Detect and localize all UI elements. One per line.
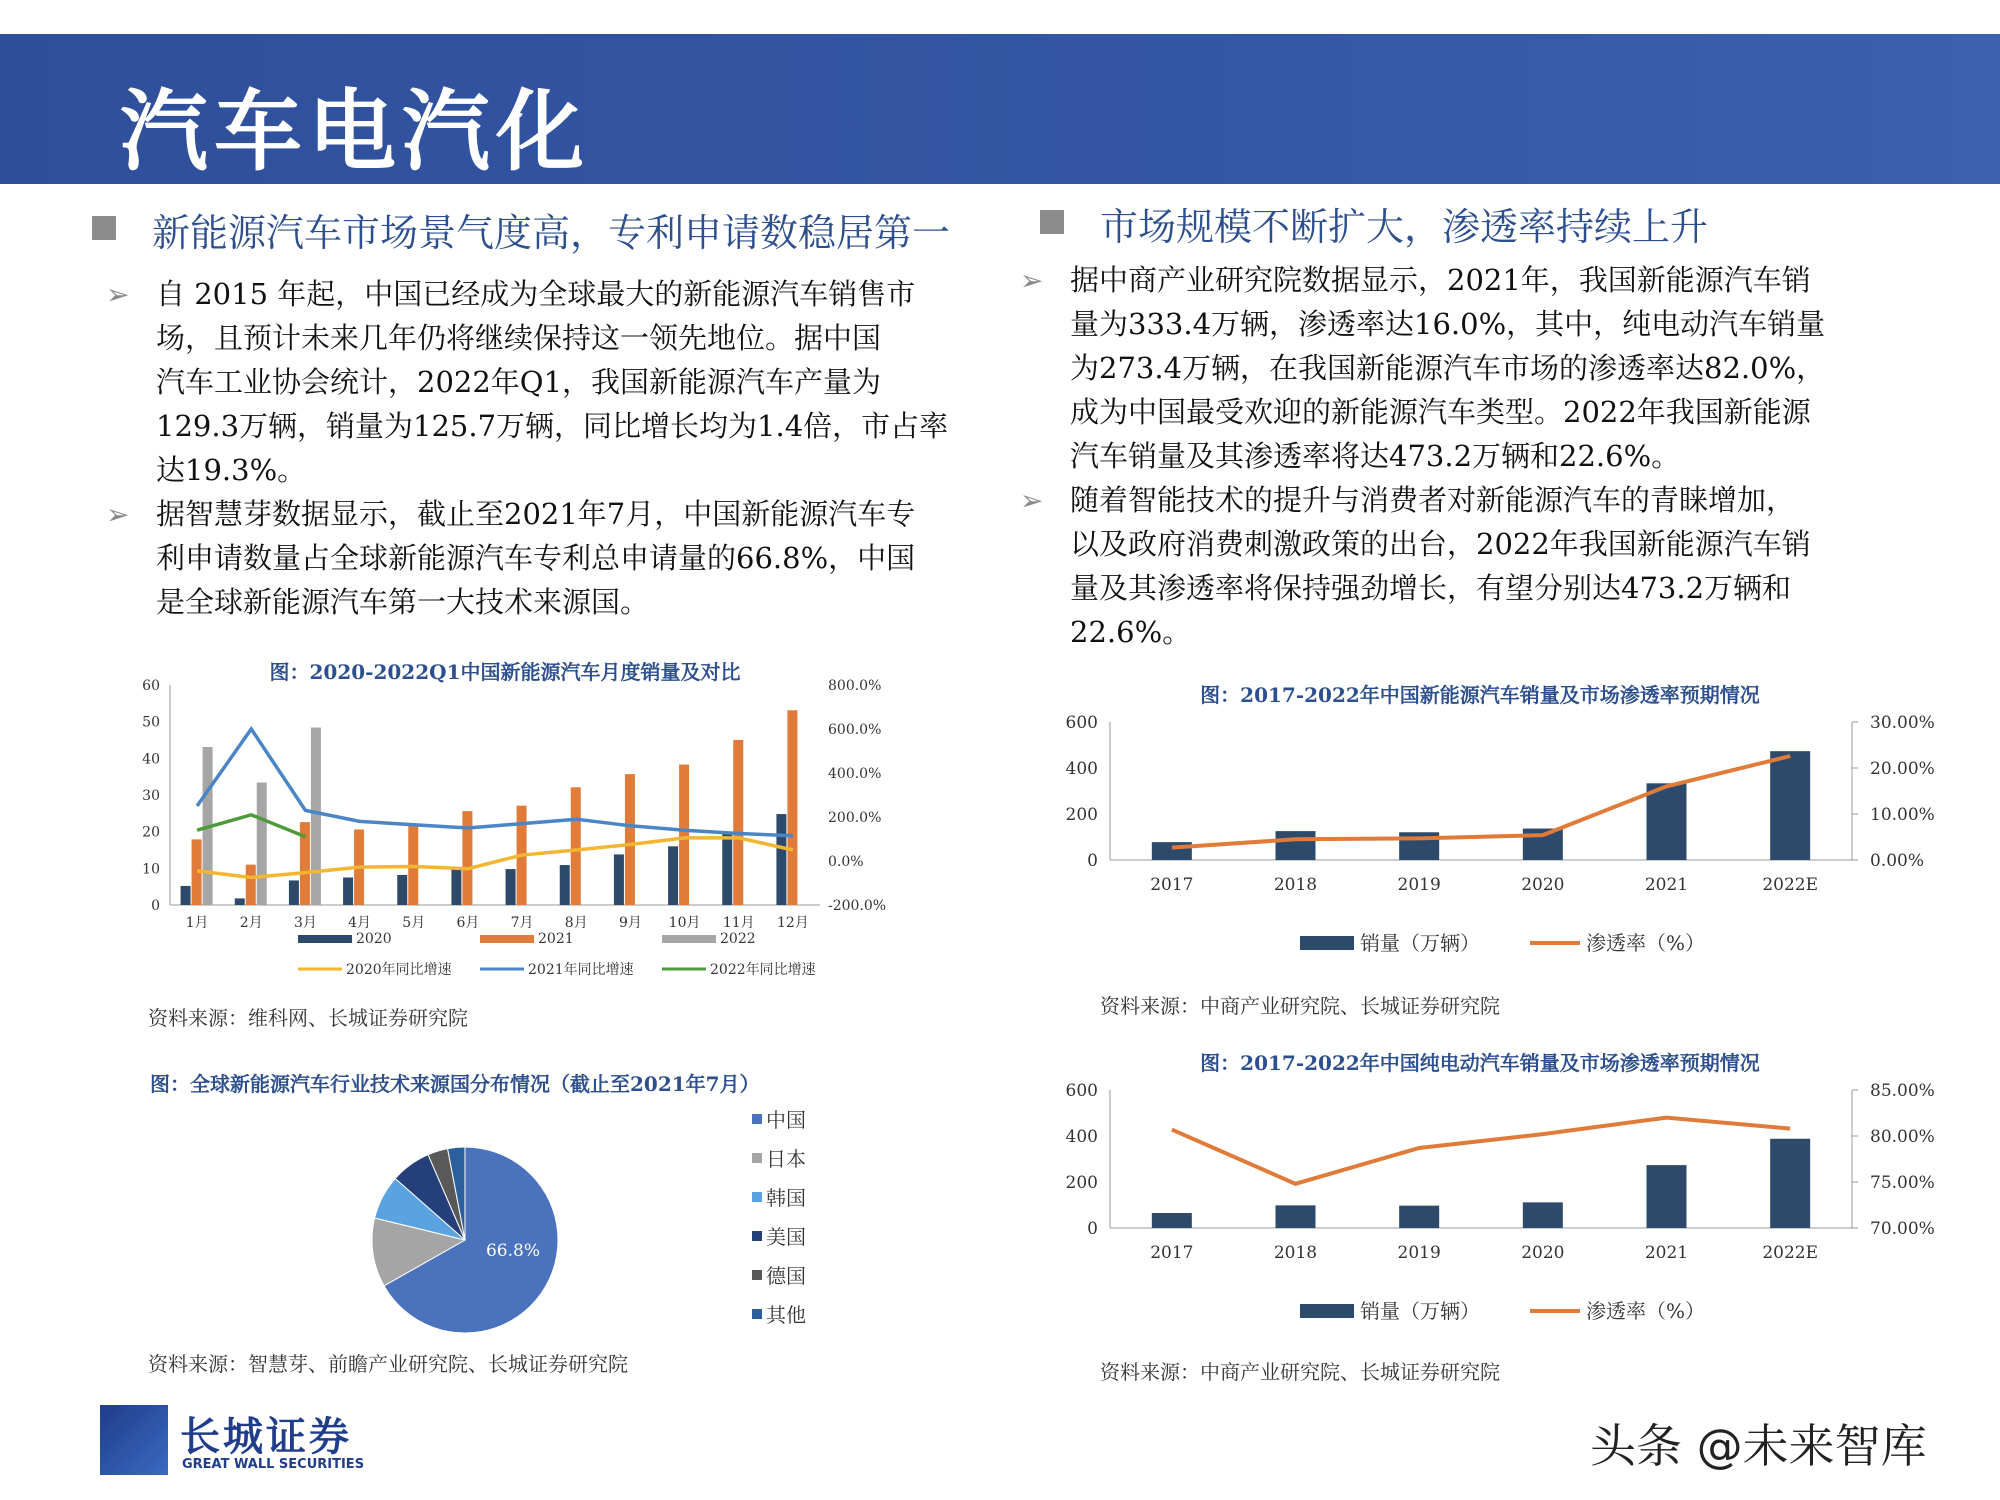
y-tick-label: 20 bbox=[142, 824, 160, 841]
legend-label: 日本 bbox=[766, 1147, 806, 1171]
legend-swatch bbox=[298, 935, 352, 943]
x-tick-label: 2022E bbox=[1762, 875, 1819, 895]
bar-sales bbox=[1647, 783, 1687, 860]
arrow-bullet-icon: ➢ bbox=[1020, 264, 1044, 297]
arrow-bullet-icon: ➢ bbox=[106, 498, 130, 531]
nev-sales-penetration-chart bbox=[1040, 680, 1960, 970]
legend-label: 2022年同比增速 bbox=[710, 962, 816, 978]
legend-swatch bbox=[752, 1231, 762, 1241]
y2-tick-label: 70.00% bbox=[1870, 1219, 1935, 1239]
x-tick-label: 2022E bbox=[1762, 1243, 1819, 1263]
legend-label: 2022 bbox=[720, 931, 756, 947]
bar-sales bbox=[1647, 1165, 1687, 1228]
legend-label: 渗透率（%） bbox=[1586, 1299, 1706, 1323]
bar-sales bbox=[1399, 1206, 1439, 1228]
y2-tick-label: 800.0% bbox=[828, 678, 882, 694]
bar-2022 bbox=[257, 783, 267, 905]
x-tick-label: 4月 bbox=[348, 915, 372, 931]
bar-2020 bbox=[614, 854, 624, 905]
bar-sales bbox=[1276, 1205, 1316, 1228]
legend-swatch bbox=[1300, 936, 1354, 950]
y-tick-label: 600 bbox=[1065, 1081, 1098, 1101]
bar-2020 bbox=[451, 868, 461, 905]
y2-tick-label: 400.0% bbox=[828, 766, 882, 782]
right-bullet-2: 随着智能技术的提升与消费者对新能源汽车的青睐增加， 以及政府消费刺激政策的出台，2022年我国新能源汽车销 量及其渗透率将保持强劲增长，有望分别达473.2万辆和 22.6%。 bbox=[1070, 483, 1811, 649]
y2-tick-label: 600.0% bbox=[828, 722, 882, 738]
line-2020年同比增速 bbox=[197, 838, 793, 878]
monthly-sales-chart bbox=[130, 655, 910, 995]
x-tick-label: 2019 bbox=[1397, 1243, 1441, 1263]
company-logo bbox=[100, 1405, 400, 1485]
legend-label: 2021 bbox=[538, 931, 574, 947]
bar-sales bbox=[1523, 1202, 1563, 1228]
bar-2021 bbox=[787, 710, 797, 905]
left-bullet-2: 据智慧芽数据显示，截止至2021年7月，中国新能源汽车专 利申请数量占全球新能源汽车专利总申请量的66.8%，中国 是全球新能源汽车第一大技术来源国。 bbox=[156, 497, 916, 619]
y-tick-label: 200 bbox=[1065, 1173, 1098, 1193]
legend-swatch bbox=[752, 1192, 762, 1202]
watermark: 头条 @未来智库 bbox=[1590, 1419, 1927, 1473]
legend-label: 销量（万辆） bbox=[1360, 1299, 1480, 1323]
bar-sales bbox=[1276, 831, 1316, 860]
y-tick-label: 400 bbox=[1065, 1127, 1098, 1147]
y-tick-label: 0 bbox=[151, 898, 160, 914]
section-marker bbox=[1040, 210, 1064, 234]
x-tick-label: 9月 bbox=[618, 915, 642, 931]
bar-sales bbox=[1770, 1139, 1810, 1228]
x-tick-label: 2020 bbox=[1521, 875, 1565, 895]
arrow-bullet-icon: ➢ bbox=[1020, 484, 1044, 517]
x-tick-label: 2018 bbox=[1273, 875, 1318, 895]
bar-2021 bbox=[462, 811, 472, 905]
x-tick-label: 2017 bbox=[1150, 875, 1194, 895]
bar-sales bbox=[1770, 751, 1810, 860]
section-marker bbox=[92, 216, 116, 240]
right-section-heading: 市场规模不断扩大，渗透率持续上升 bbox=[1100, 205, 1709, 249]
bar-2020 bbox=[343, 878, 353, 906]
chart2-source: 资料来源：智慧芽、前瞻产业研究院、长城证券研究院 bbox=[148, 1352, 628, 1376]
bar-2021 bbox=[625, 774, 635, 905]
x-tick-label: 2021 bbox=[1644, 1243, 1689, 1263]
x-tick-label: 5月 bbox=[402, 915, 426, 931]
bar-2020 bbox=[397, 875, 407, 905]
y-tick-label: 10 bbox=[142, 861, 160, 878]
tech-source-pie-chart bbox=[130, 1065, 910, 1355]
x-tick-label: 2020 bbox=[1521, 1243, 1565, 1263]
x-tick-label: 2019 bbox=[1397, 875, 1441, 895]
x-tick-label: 2017 bbox=[1150, 1243, 1194, 1263]
left-bullet-1: 自 2015 年起，中国已经成为全球最大的新能源汽车销售市 场，且预计未来几年仍将继续保持这一领先地位。据中国 汽车工业协会统计，2022年Q1，我国新能源汽车产量为 129.3万辆，销量为125.7万辆，同比增长均为1.4倍，市占率 达19.3%。 bbox=[156, 277, 949, 487]
chart-title: 图：2017-2022年中国新能源汽车销量及市场渗透率预期情况 bbox=[1200, 683, 1760, 707]
bar-2020 bbox=[181, 886, 191, 905]
legend-swatch bbox=[480, 935, 534, 943]
legend-label: 2020年同比增速 bbox=[346, 962, 452, 978]
chart1-source: 资料来源：维科网、长城证券研究院 bbox=[148, 1006, 468, 1030]
y-tick-label: 0 bbox=[1087, 851, 1098, 871]
line-2021年同比增速 bbox=[197, 729, 793, 836]
bar-2020 bbox=[668, 846, 678, 905]
legend-label: 中国 bbox=[766, 1108, 806, 1132]
y2-tick-label: 20.00% bbox=[1870, 759, 1935, 779]
legend-label: 德国 bbox=[766, 1264, 806, 1288]
chart4-source: 资料来源：中商产业研究院、长城证券研究院 bbox=[1100, 1360, 1500, 1384]
x-tick-label: 11月 bbox=[722, 915, 755, 931]
y-tick-label: 0 bbox=[1087, 1219, 1098, 1239]
y2-tick-label: 0.00% bbox=[1870, 851, 1925, 871]
y2-tick-label: 10.00% bbox=[1870, 805, 1935, 825]
bar-sales bbox=[1152, 1213, 1192, 1228]
bar-2021 bbox=[733, 740, 743, 905]
chart-title: 图：全球新能源汽车行业技术来源国分布情况（截止至2021年7月） bbox=[150, 1072, 760, 1096]
bar-2020 bbox=[722, 832, 732, 905]
bev-sales-penetration-chart bbox=[1040, 1048, 1960, 1338]
logo-name-en: GREAT WALL SECURITIES bbox=[182, 1457, 365, 1472]
chart3-source: 资料来源：中商产业研究院、长城证券研究院 bbox=[1100, 994, 1500, 1018]
arrow-bullet-icon: ➢ bbox=[106, 278, 130, 311]
bar-2021 bbox=[571, 787, 581, 905]
x-tick-label: 3月 bbox=[293, 915, 317, 931]
legend-label: 其他 bbox=[766, 1303, 806, 1327]
y2-tick-label: 75.00% bbox=[1870, 1173, 1935, 1193]
legend-label: 2020 bbox=[356, 931, 392, 947]
legend-swatch bbox=[752, 1114, 762, 1124]
bar-2020 bbox=[289, 880, 299, 905]
right-bullet-1: 据中商产业研究院数据显示，2021年，我国新能源汽车销 量为333.4万辆，渗透率达16.0%，其中，纯电动汽车销量 为273.4万辆，在我国新能源汽车市场的渗透率达82.0%， 成为中国最受欢迎的新能源汽车类型。2022年我国新能源 汽车销量及其渗透率将达473.2万辆和22.6%。 bbox=[1070, 263, 1826, 473]
legend-label: 2021年同比增速 bbox=[528, 962, 634, 978]
x-tick-label: 7月 bbox=[510, 915, 534, 931]
left-section-heading: 新能源汽车市场景气度高，专利申请数稳居第一 bbox=[152, 211, 951, 255]
y-tick-label: 200 bbox=[1065, 805, 1098, 825]
line-penetration bbox=[1172, 756, 1790, 848]
page-title: 汽车电汽化 bbox=[120, 80, 591, 183]
y2-tick-label: 200.0% bbox=[828, 810, 882, 826]
x-tick-label: 2018 bbox=[1273, 1243, 1318, 1263]
x-tick-label: 1月 bbox=[185, 915, 209, 931]
y2-tick-label: -200.0% bbox=[828, 898, 887, 914]
x-tick-label: 6月 bbox=[456, 915, 480, 931]
x-tick-label: 2月 bbox=[239, 915, 263, 931]
legend-label: 美国 bbox=[766, 1225, 806, 1249]
logo-mark-icon bbox=[100, 1405, 168, 1475]
legend-swatch bbox=[662, 935, 716, 943]
title-banner bbox=[0, 34, 2000, 184]
x-tick-label: 10月 bbox=[668, 915, 701, 931]
y2-tick-label: 0.0% bbox=[828, 854, 864, 870]
bar-2020 bbox=[560, 865, 570, 905]
y-tick-label: 30 bbox=[142, 788, 160, 804]
line-2022年同比增速 bbox=[197, 815, 305, 837]
y-tick-label: 400 bbox=[1065, 759, 1098, 779]
bar-2020 bbox=[235, 898, 245, 905]
y-tick-label: 60 bbox=[142, 678, 160, 694]
legend-swatch bbox=[752, 1153, 762, 1163]
x-tick-label: 12月 bbox=[777, 915, 809, 931]
y-tick-label: 40 bbox=[142, 751, 160, 768]
legend-label: 韩国 bbox=[766, 1186, 806, 1210]
y2-tick-label: 30.00% bbox=[1870, 713, 1935, 733]
x-tick-label: 2021 bbox=[1644, 875, 1689, 895]
chart-title: 图：2020-2022Q1中国新能源汽车月度销量及对比 bbox=[269, 660, 741, 684]
legend-label: 渗透率（%） bbox=[1586, 931, 1706, 955]
y-tick-label: 50 bbox=[142, 714, 160, 731]
y2-tick-label: 80.00% bbox=[1870, 1127, 1935, 1147]
x-tick-label: 8月 bbox=[564, 915, 588, 931]
bar-2021 bbox=[246, 865, 256, 905]
bar-2021 bbox=[679, 765, 689, 905]
chart-title: 图：2017-2022年中国纯电动汽车销量及市场渗透率预期情况 bbox=[1200, 1051, 1760, 1075]
legend-swatch bbox=[752, 1270, 762, 1280]
legend-swatch bbox=[752, 1309, 762, 1319]
bar-2020 bbox=[506, 869, 516, 905]
legend-label: 销量（万辆） bbox=[1360, 931, 1480, 955]
logo-name-cn: 长城证券 bbox=[180, 1414, 352, 1460]
bar-2020 bbox=[776, 814, 786, 905]
y2-tick-label: 85.00% bbox=[1870, 1081, 1935, 1101]
legend-swatch bbox=[1300, 1304, 1354, 1318]
bar-2022 bbox=[311, 728, 321, 905]
y-tick-label: 600 bbox=[1065, 713, 1098, 733]
pie-slice-label: 66.8% bbox=[485, 1241, 541, 1261]
line-penetration bbox=[1172, 1118, 1790, 1184]
